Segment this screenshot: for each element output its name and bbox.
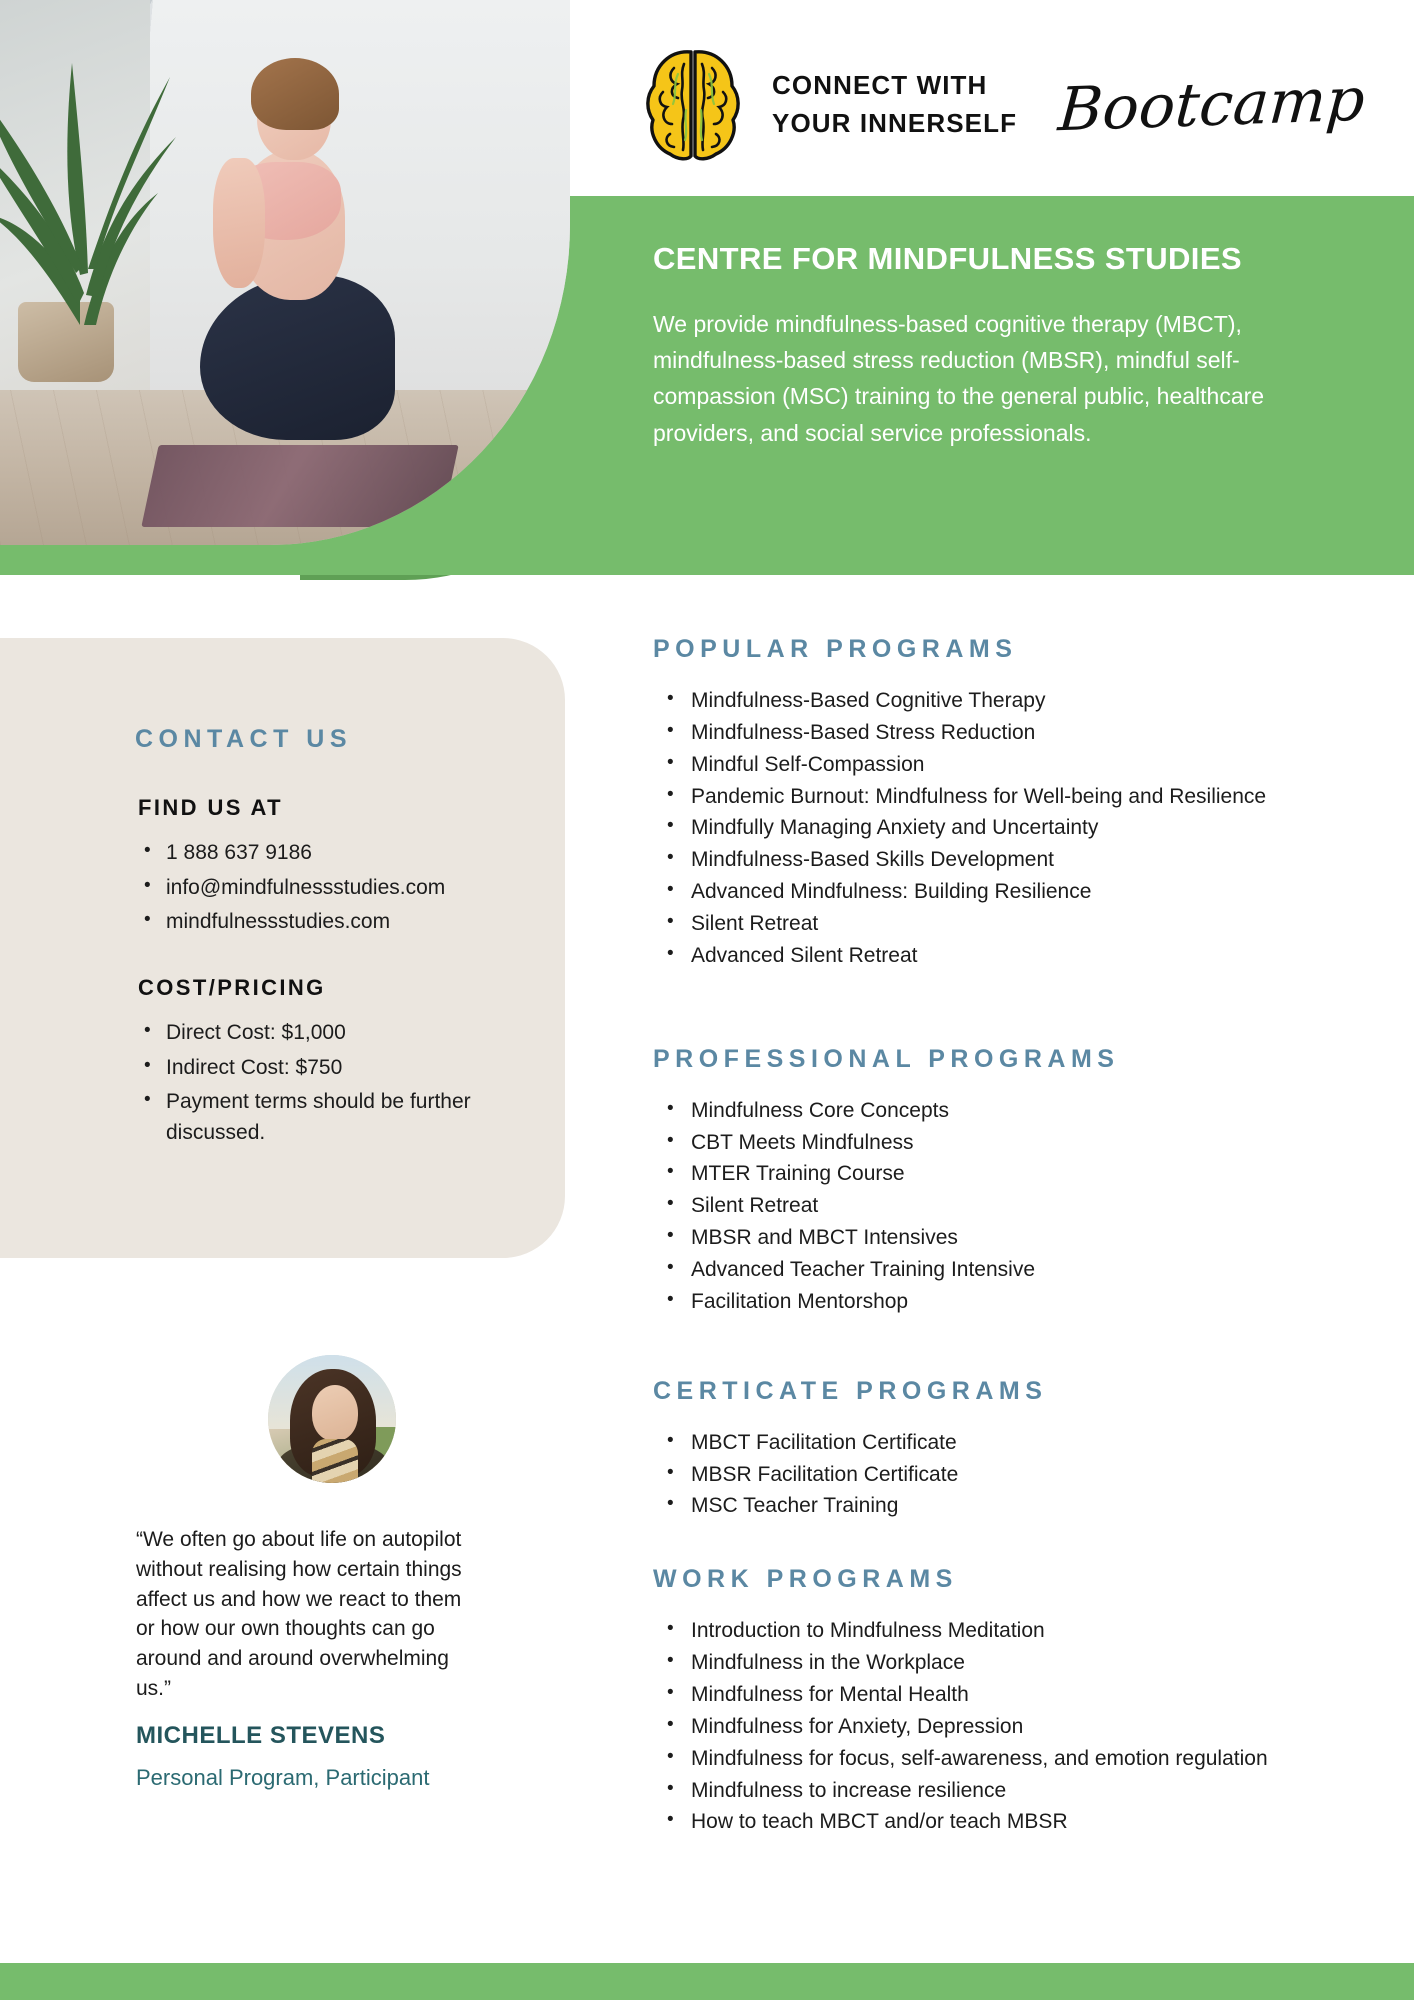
list-item: • Direct Cost: $1,000 (138, 1018, 478, 1049)
hero-photo (0, 0, 570, 545)
list-item: • How to teach MBCT and/or teach MBSR (653, 1807, 1373, 1838)
hero-text-block (653, 240, 1353, 451)
brand-tagline-line2: YOUR INNERSELF (772, 108, 1018, 138)
programs-column (653, 635, 1373, 1839)
list-item: • Mindfulness to increase resilience (653, 1776, 1373, 1807)
program-list (653, 686, 1373, 972)
section-heading: PROFESSIONAL PROGRAMS (653, 1044, 1120, 1073)
list-item: • Mindful Self-Compassion (653, 750, 1373, 781)
spacer (653, 1319, 1373, 1377)
section-work-programs (653, 1565, 1373, 1838)
program-list (653, 1616, 1373, 1838)
list-item: • Introduction to Mindfulness Meditation (653, 1616, 1373, 1647)
list-item: • Indirect Cost: $750 (138, 1053, 478, 1084)
spacer (653, 1523, 1373, 1565)
list-item: • MBSR Facilitation Certificate (653, 1460, 1373, 1491)
list-item: • Mindfulness in the Workplace (653, 1648, 1373, 1679)
contact-us-heading: CONTACT US (135, 725, 353, 753)
list-item[interactable]: • mindfulnessstudies.com (138, 907, 538, 938)
hero-body: We provide mindfulness-based cognitive therapy (MBCT), mindfulness-based stress reduction (MBSR), mindful self-compassion (MSC) training to the general public, healthcare providers, and social service professionals. (653, 310, 1265, 446)
list-item: • Mindfulness-Based Cognitive Therapy (653, 686, 1373, 717)
list-item: • Mindfulness for Anxiety, Depression (653, 1712, 1373, 1743)
photo-hair (251, 58, 339, 130)
list-item: • 1 888 637 9186 (138, 838, 538, 869)
list-item: • Mindfully Managing Anxiety and Uncertainty (653, 813, 1373, 844)
list-item: • Payment terms should be further discussed. (138, 1087, 478, 1148)
list-item: • CBT Meets Mindfulness (653, 1128, 1373, 1159)
section-professional-programs (653, 1045, 1373, 1318)
section-certicate-programs (653, 1377, 1373, 1523)
list-item: • Mindfulness Core Concepts (653, 1096, 1373, 1127)
program-list (653, 1428, 1373, 1523)
list-item: • Mindfulness-Based Stress Reduction (653, 718, 1373, 749)
bootcamp-script-text: Bootcamp (1056, 64, 1368, 146)
list-item: • MTER Training Course (653, 1159, 1373, 1190)
testimonial-quote: “We often go about life on autopilot without realising how certain things affect us and how we react to them or how our own thoughts can go around and around overwhelming us.” (136, 1528, 462, 1701)
section-heading: POPULAR PROGRAMS (653, 635, 1018, 663)
list-item: • Silent Retreat (653, 1191, 1373, 1222)
find-us-heading: FIND US AT (138, 795, 283, 820)
list-item: • Mindfulness for focus, self-awareness, and emotion regulation (653, 1744, 1373, 1775)
list-item: • MBSR and MBCT Intensives (653, 1223, 1373, 1254)
section-heading: CERTICATE PROGRAMS (653, 1376, 1048, 1405)
brand-header (640, 30, 1400, 180)
hero-title: CENTRE FOR MINDFULNESS STUDIES (653, 241, 1242, 276)
list-item: • Mindfulness-Based Skills Development (653, 845, 1373, 876)
testimonial-role: Personal Program, Participant (136, 1765, 430, 1790)
list-item: • Silent Retreat (653, 909, 1373, 940)
brain-icon (640, 44, 746, 166)
list-item[interactable]: • info@mindfulnessstudies.com (138, 873, 538, 904)
photo-person (195, 50, 425, 470)
testimonial-name: MICHELLE STEVENS (136, 1722, 386, 1749)
section-heading: WORK PROGRAMS (653, 1565, 958, 1594)
list-item: • Advanced Mindfulness: Building Resilience (653, 877, 1373, 908)
list-item: • MSC Teacher Training (653, 1491, 1373, 1522)
list-item: • Facilitation Mentorshop (653, 1287, 1373, 1318)
avatar-face (312, 1385, 358, 1441)
list-item: • Pandemic Burnout: Mindfulness for Well-being and Resilience (653, 782, 1373, 813)
photo-arms (213, 158, 265, 288)
photo-plant (0, 25, 180, 335)
section-popular-programs (653, 635, 1373, 972)
brand-tagline-line1: CONNECT WITH (772, 70, 988, 101)
list-item: • Mindfulness for Mental Health (653, 1680, 1373, 1711)
footer-green-bar (0, 1963, 1414, 2000)
cost-pricing-list (138, 1018, 478, 1153)
list-item: • Advanced Silent Retreat (653, 941, 1373, 972)
brand-tagline (772, 67, 1017, 142)
list-item: • Advanced Teacher Training Intensive (653, 1255, 1373, 1286)
program-list (653, 1096, 1373, 1318)
avatar (268, 1355, 396, 1483)
spacer (653, 973, 1373, 1045)
list-item: • MBCT Facilitation Certificate (653, 1428, 1373, 1459)
cost-pricing-heading: COST/PRICING (138, 975, 326, 1000)
find-us-list (138, 838, 538, 942)
avatar-scarf (312, 1439, 358, 1483)
